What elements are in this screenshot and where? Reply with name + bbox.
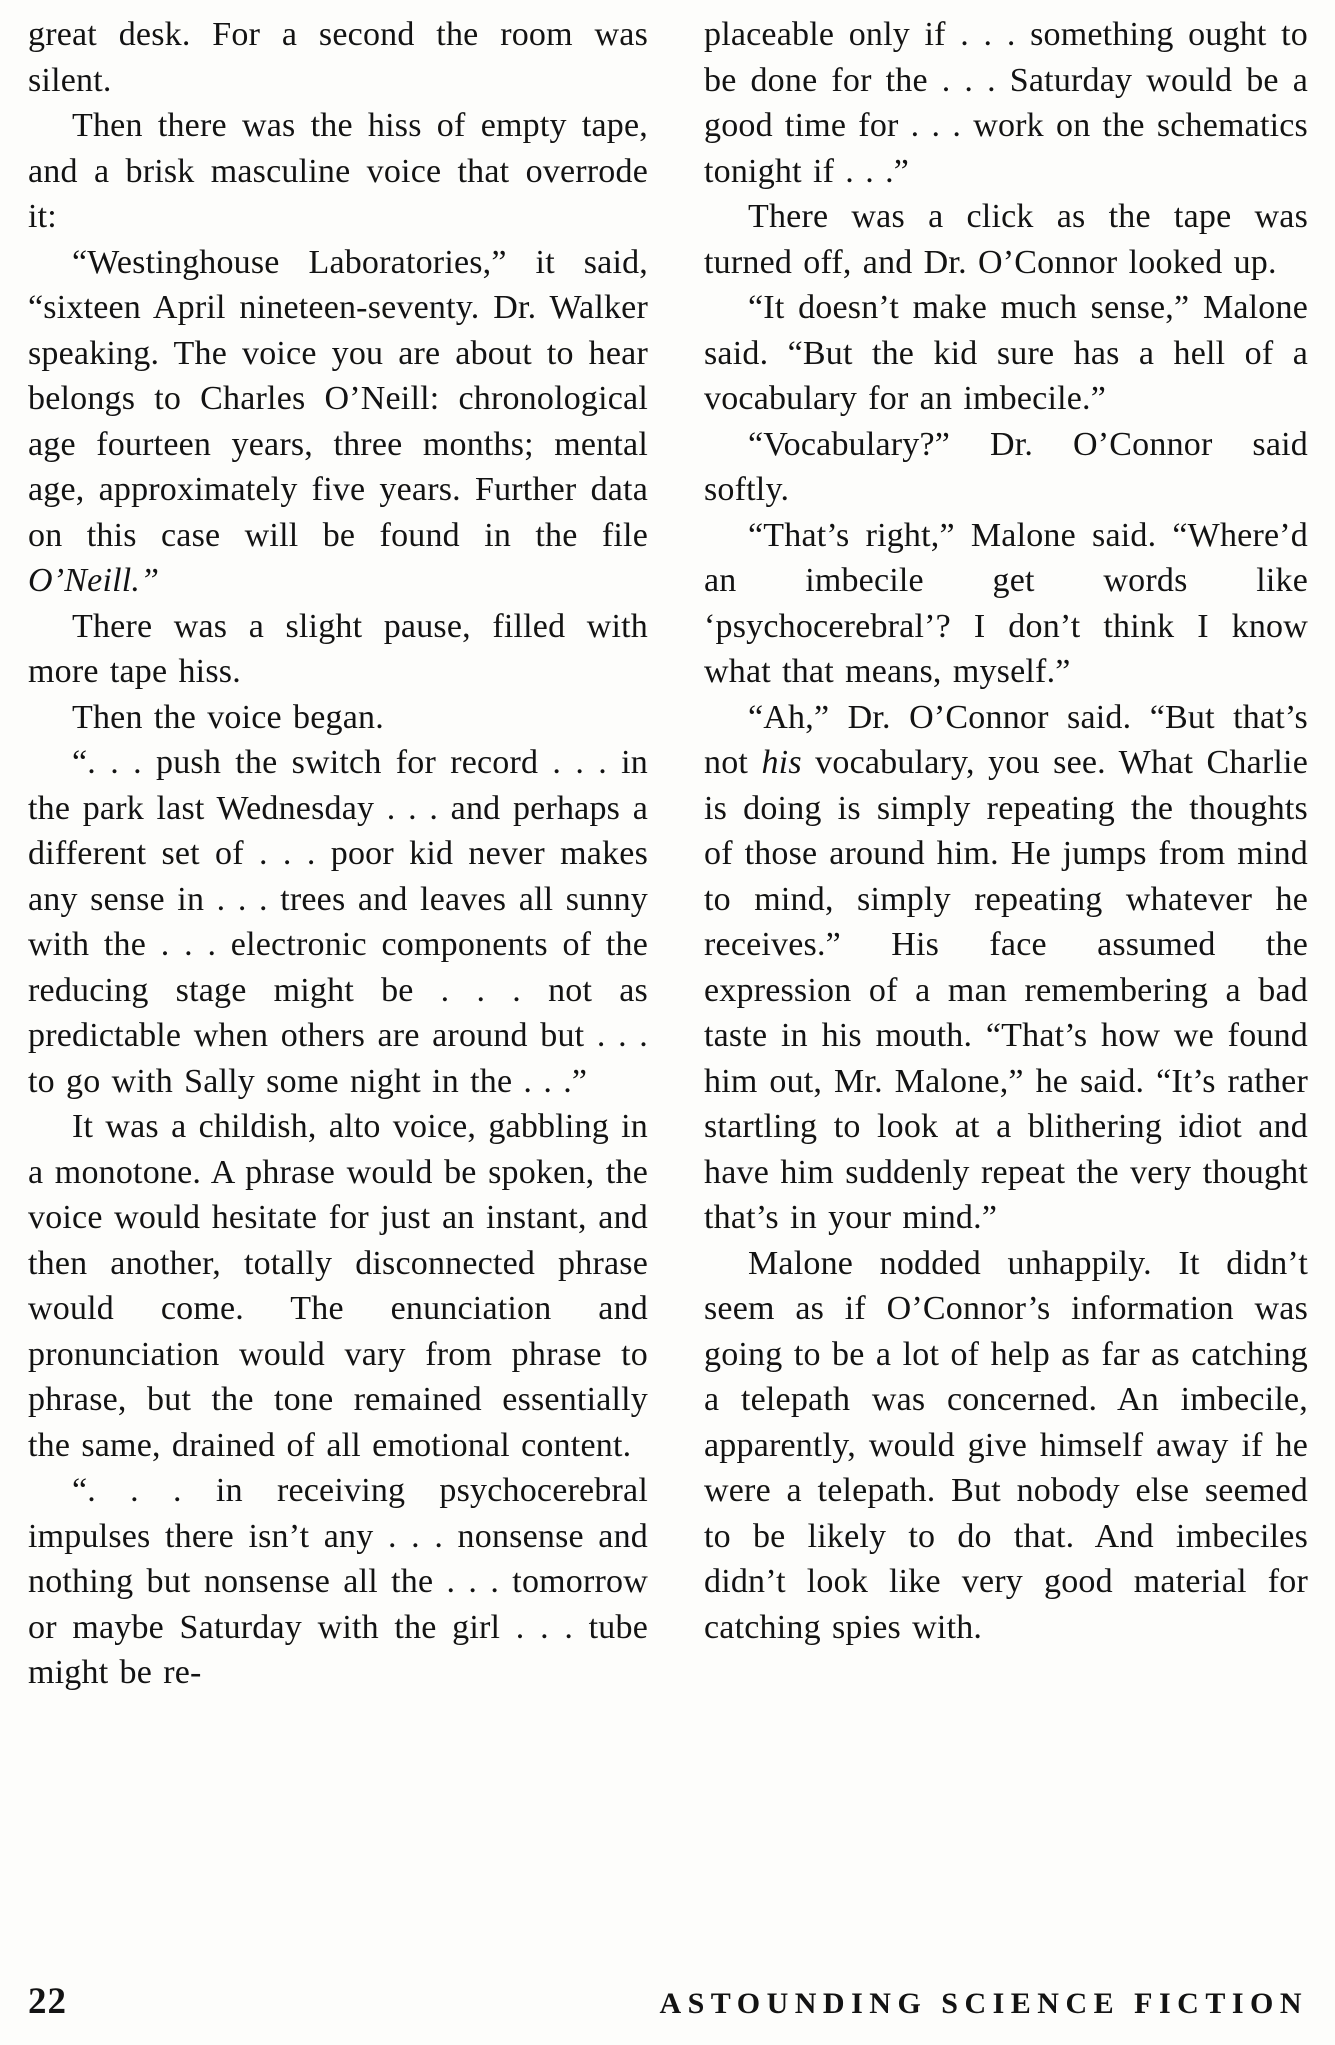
paragraph	[28, 604, 648, 695]
body-text: Then the voice began.	[72, 698, 384, 736]
body-text: Then there was the hiss of empty tape, and a brisk masculine voice that overrode it:	[28, 107, 648, 235]
body-text: There was a slight pause, filled with more tape hiss.	[28, 607, 648, 690]
body-text: “It doesn’t make much sense,” Malone said. “But the kid sure has a hell of a vocabulary for an imbecile.”	[704, 289, 1308, 417]
paragraph	[704, 513, 1308, 695]
page-number: 22	[28, 1981, 67, 2022]
paragraph	[28, 695, 648, 741]
paragraph	[28, 12, 648, 103]
body-text: It was a childish, alto voice, gabbling in a monotone. A phrase would be spoken, the voice would hesitate for just an instant, and then another, totally disconnected phrase would come. The enunciation and pronunciation would vary from phrase to phrase, but the tone remained essentially the same, drained of all emotional content.	[28, 1108, 648, 1464]
body-text: great desk. For a second the room was silent.	[28, 16, 648, 99]
paragraph	[28, 240, 648, 604]
left-column	[28, 12, 648, 1696]
paragraph	[28, 1104, 648, 1468]
paragraph	[704, 12, 1308, 194]
body-text: vocabulary, you see. What Charlie is doing is simply repeating the thoughts of those around him. He jumps from mind to mind, simply repeating whatever he receives.” His face assumed the expression of a man remembering a bad taste in his mouth. “That’s how we found him out, Mr. Malone,” he said. “It’s rather startling to look at a blithering idiot and have him suddenly repeat the very thought that’s in your mind.”	[704, 744, 1308, 1236]
right-column	[704, 12, 1308, 1696]
body-text: There was a click as the tape was turned off, and Dr. O’Connor looked up.	[704, 198, 1308, 281]
paragraph	[704, 194, 1308, 285]
page-footer	[28, 1980, 1308, 2023]
paragraph	[704, 422, 1308, 513]
paragraph	[704, 1241, 1308, 1651]
paragraph	[28, 1468, 648, 1696]
paragraph	[28, 740, 648, 1104]
body-text: Malone nodded unhappily. It didn’t seem as if O’Connor’s information was going to be a lot of help as far as catching a telepath was concerned. An imbecile, apparently, would give himself away if he were a telepath. But nobody else seemed to be likely to do that. And imbeciles didn’t look like very good material for catching spies with.	[704, 1244, 1308, 1646]
italic-text: O’Neill.”	[28, 562, 160, 599]
paragraph	[704, 695, 1308, 1241]
italic-text: his	[761, 744, 802, 781]
body-text: “. . . push the switch for record . . . in the park last Wednesday . . . and perhaps a different set of . . . poor kid never makes any sense in . . . trees and leaves all sunny with the . . . electronic components of the reducing stage might be . . . not as predictable when others are around but . . . to go with Sally some night in the . . .”	[28, 744, 648, 1100]
body-text: “Westinghouse Laboratories,” it said, “sixteen April nineteen-seventy. Dr. Walker speaking. The voice you are about to hear belongs to Charles O’Neill: chronological age fourteen years, three months; mental age, approximately five years. Further data on this case will be found in the file	[28, 243, 648, 554]
paragraph	[704, 285, 1308, 422]
body-text: “Vocabulary?” Dr. O’Connor said softly.	[704, 425, 1308, 508]
body-text: “Ah,” Dr. O’Connor said. “But that’s not	[704, 698, 1308, 781]
body-text: “That’s right,” Malone said. “Where’d an imbecile get words like ‘psychocerebral’? I don’t think I know what that means, myself.”	[704, 516, 1308, 690]
magazine-title: ASTOUNDING SCIENCE FICTION	[659, 1987, 1308, 2020]
body-text: “. . . in receiving psychocerebral impulses there isn’t any . . . nonsense and nothing but nonsense all the . . . tomorrow or maybe Saturday with the girl . . . tube might be re-	[28, 1472, 648, 1691]
body-text: placeable only if . . . something ought to be done for the . . . Saturday would be a good time for . . . work on the schematics tonight if . . .”	[704, 16, 1308, 190]
paragraph	[28, 103, 648, 240]
